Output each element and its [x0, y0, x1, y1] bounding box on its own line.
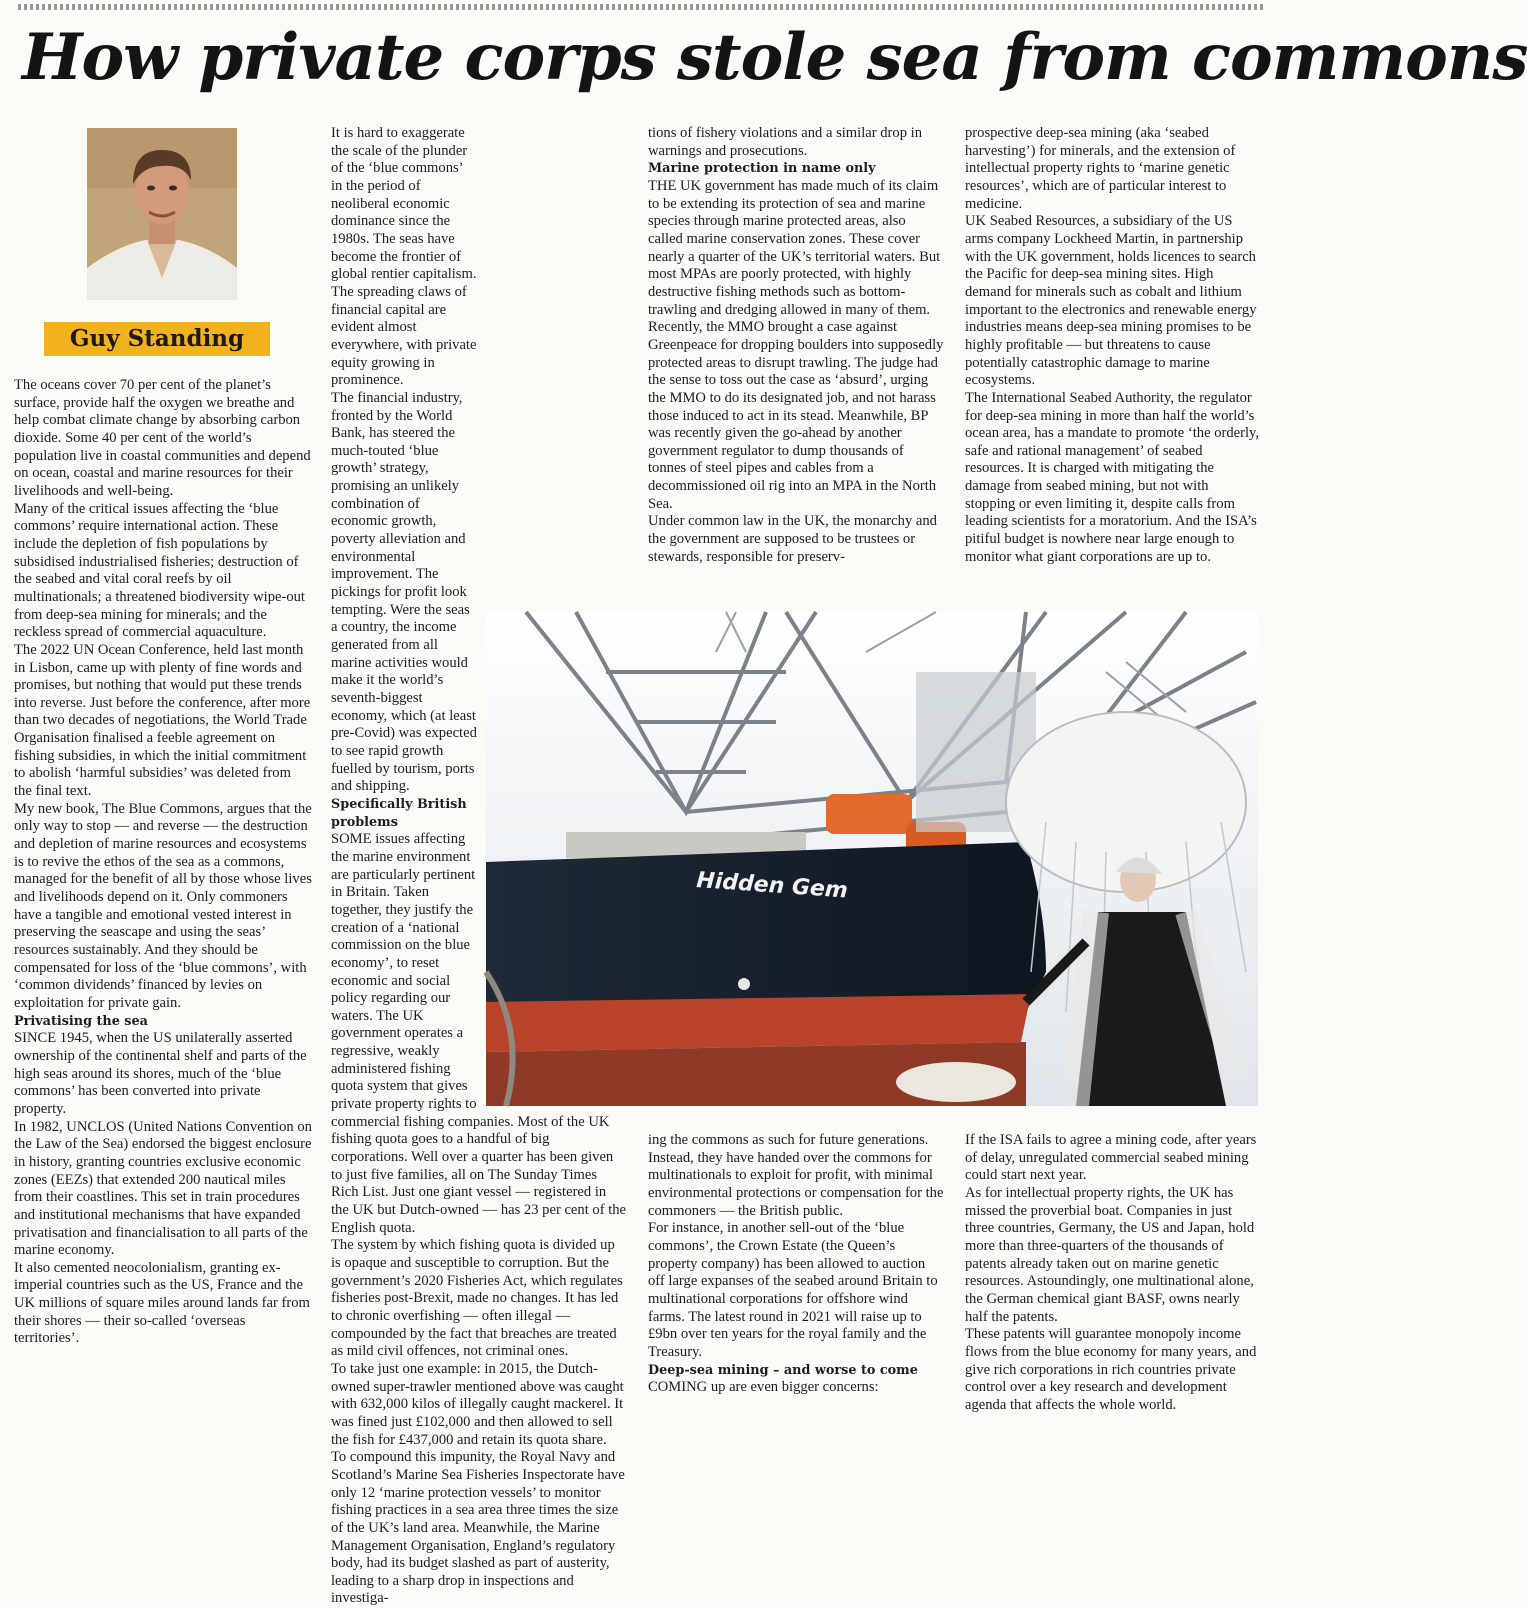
paragraph: To compound this impunity, the Royal Navy and Scotland’s Marine Sea Fisheries Inspectorate have only 12 ‘marine protection vessels’ to monitor fishing practices in a sea area three times the size of the UK’s land area. Meanwhile, the Marine Management Organisation, England’s regulatory body, had its budget slashed as part of austerity, leading to a sharp drop in inspections and investiga- — [331, 1449, 625, 1607]
paragraph: prospective deep-sea mining (aka ‘seabed harvesting’) for minerals, and the extension of intellectual property rights to ‘marine genetic resources’, which are of particular interest to medicine. — [965, 125, 1236, 212]
paragraph: In 1982, UNCLOS (United Nations Convention on the Law of the Sea) endorsed the biggest enclosure in history, granting countries exclusive economic zones (EEZs) that extended 200 nautical miles from their coastlines. This set in train procedures and institutional mechanisms that have expanded privatisation and financialisation to all parts of the marine economy. — [14, 1118, 312, 1259]
paragraph: To take just one example: in 2015, the Dutch-owned super-trawler mentioned above was caught with 632,000 kilos of illegally caught mackerel. It was fined just £102,000 and then allowed to sell the fish for £437,000 and retain its quota share. — [331, 1360, 624, 1448]
paragraph: UK Seabed Resources, a subsidiary of the US arms company Lockheed Martin, in partnership with the UK government, holds licences to search the Pacific for deep-sea mining sites. High demand for minerals such as cobalt and lithium important to the electronics and renewable energy industries means deep-sea mining promises to be highly profitable — but threatens to cause potentially catastrophic damage to marine ecosystems. — [965, 213, 1257, 389]
paragraph: It is hard to exaggerate the scale of the plunder of the ‘blue commons’ in the period of neoliberal economic dominance since the 1980s. The seas have become the frontier of global rentier capitalism. The spreading claws of financial capital are evident almost everywhere, with private equity growing in prominence. — [331, 125, 477, 389]
paragraph: The financial industry, fronted by the World Bank, has steered the much-touted ‘blue growth’ strategy, promising an unlikely combination of economic growth, poverty alleviation and environmental improvement. The pickings for profit look tempting. Were the seas a country, the income generated from all marine activities would make it the world’s seventh-biggest economy, which (at least pre-Covid) was expected to see rapid growth fuelled by tourism, ports and shipping. — [331, 389, 477, 795]
subheading: Privatising the sea — [14, 1013, 148, 1029]
headline: How private corps stole sea from commons — [22, 20, 1527, 95]
paragraph: Many of the critical issues affecting the ‘blue commons’ require international action. These include the depletion of fish populations by subsidised industrialised fisheries; destruction of the seabed and vital coral reefs by oil multinationals; a threatened biodiversity wipe-out from deep-sea mining for minerals; and the reckless spread of commercial aquaculture. — [14, 500, 305, 641]
lead-photo — [486, 612, 1258, 1106]
paragraph: The system by which fishing quota is divided up is opaque and susceptible to corruption. But the government’s 2020 Fisheries Act, which regulates fisheries post-Brexit, made no changes. It has led to chronic overfishing — often illegal — compounded by the fact that breaches are treated as mild civil offences, not criminal ones. — [331, 1237, 623, 1360]
paragraph: For instance, in another sell-out of the ‘blue commons’, the Crown Estate (the Queen’s property company) has been allowed to auction off large expanses of the seabed around Britain to multinational corporations for offshore wind farms. The latest round in 2021 will raise up to £9bn over ten years for the royal family and the Treasury. — [648, 1220, 938, 1360]
paragraph: It also cemented neocolonialism, granting ex-imperial countries such as the US, France and the UK millions of square miles around lands far from their shores — their so-called ‘overseas territories’. — [14, 1259, 310, 1347]
article-column-1 — [14, 377, 312, 1427]
paragraph: The International Seabed Authority, the regulator for deep-sea mining in more than half the world’s ocean area, has a mandate to promote ‘the orderly, safe and rational management’ of seabed resources. It is charged with mitigating the damage from seabed mining, but not with stopping or even limiting it, despite calls from leading scientists for a moratorium. And the ISA’s pitiful budget is nowhere near large enough to monitor what giant corporations are up to. — [965, 389, 1260, 565]
paragraph: The 2022 UN Ocean Conference, held last month in Lisbon, came up with plenty of fine words and promises, but nothing that would put these trends into reverse. Just before the conference, after more than two decades of negotiations, the World Trade Organisation finalised a feeble agreement on fishing subsidies, in which the initial commitment to abolish ‘harmful subsidies’ was deleted from the final text. — [14, 641, 311, 800]
top-rule — [18, 4, 1264, 10]
ship-name: Hidden Gem — [695, 868, 849, 904]
paragraph: ing the commons as such for future generations. Instead, they have handed over the commons for multinationals to exploit for profit, with minimal environmental protections or compensation for the commoners — the British public. — [648, 1132, 944, 1219]
paragraph: My new book, The Blue Commons, argues that the only way to stop — and reverse — the destruction and depletion of marine resources and ecosystems is to revive the ethos of the sea as a commons, managed for the benefit of all by those whose lives and livelihoods depend on it. Only commoners have a tangible and emotional vested interest in preserving the seascape and using the seas’ resources sustainably. And they should be compensated for loss of the ‘blue commons’, with ‘common dividends’ financed by levies on exploitation for private gain. — [14, 800, 312, 1011]
article-column-3-top — [648, 125, 944, 593]
portrait-icon — [87, 128, 237, 300]
paragraph: As for intellectual property rights, the UK has missed the proverbial boat. Companies in just three countries, Germany, the US and Japan, hold more than three-quarters of the thousands of patents already taken out on marine genetic resources. Astoundingly, one multinational alone, the German chemical giant BASF, owns nearly half the patents. — [965, 1184, 1255, 1325]
article-column-4-top — [965, 125, 1261, 593]
paragraph: SOME issues affecting the marine environment are particularly pertinent in Britain. Taken together, they justify the creation of a ‘national commission on the blue economy’, to reset economic and social policy regarding our waters. The UK government operates a regressive, weakly administered fishing quota system that gives private property rights to commercial fishing companies. Most of the UK fishing quota goes to a handful of big corporations. Well over a quarter has been given to just five families, all on The Sunday Times Rich List. Just one giant vessel — registered in the UK but Dutch-owned — has 23 per cent of the English quota. — [331, 831, 627, 1236]
paragraph: tions of fishery violations and a similar drop in warnings and prosecutions. — [648, 125, 922, 159]
paragraph: COMING up are even bigger concerns: — [648, 1379, 879, 1396]
subheading: Marine protection in name only — [648, 161, 876, 177]
article-column-3-bottom — [648, 1132, 944, 1432]
paragraph: The oceans cover 70 per cent of the planet’s surface, provide half the oxygen we breathe and help combat climate change by absorbing carbon dioxide. Some 40 per cent of the world’s population live in coastal communities and depend on ocean, coastal and marine resources for their livelihoods and well-being. — [14, 377, 311, 499]
paragraph: SINCE 1945, when the US unilaterally asserted ownership of the continental shelf and parts of the high seas around its shores, much of the ‘blue commons’ has been converted into private property. — [14, 1030, 307, 1117]
paragraph: These patents will guarantee monopoly income flows from the blue economy for many years, and give rich corporations in rich countries private control over a key research and development agenda that affects the whole world. — [965, 1326, 1257, 1413]
paragraph: If the ISA fails to agree a mining code, after years of delay, unregulated commercial seabed mining could start next year. — [965, 1132, 1257, 1184]
paragraph: THE UK government has made much of its claim to be extending its protection of sea and marine species through marine protected areas, also called marine conservation zones. These cover nearly a quarter of the UK’s territorial waters. But most MPAs are poorly protected, with highly destructive fishing methods such as bottom-trawling and dredging allowed in many of them. — [648, 177, 941, 318]
article-column-4-bottom — [965, 1132, 1261, 1432]
author-photo — [87, 128, 237, 300]
paragraph: Under common law in the UK, the monarchy and the government are supposed to be trustees or stewards, responsible for preserv- — [648, 513, 937, 565]
subheading: Deep-sea mining – and worse to come — [648, 1362, 918, 1378]
paragraph: Recently, the MMO brought a case against Greenpeace for dropping boulders into supposedly protected areas to disrupt trawling. The judge had the sense to toss out the case as ‘absurd’, urging the MMO to do its designated job, and not harass those induced to act in its stead. Meanwhile, BP was recently given the go-ahead by another government regulator to dump thousands of tonnes of steel pipes and cables from a decommissioned oil rig into an MPA in the North Sea. — [648, 319, 944, 512]
author-name: Guy Standing — [44, 322, 270, 356]
ship-and-performer-icon — [486, 612, 1258, 1106]
subheading: Specifically British problems — [331, 796, 467, 830]
